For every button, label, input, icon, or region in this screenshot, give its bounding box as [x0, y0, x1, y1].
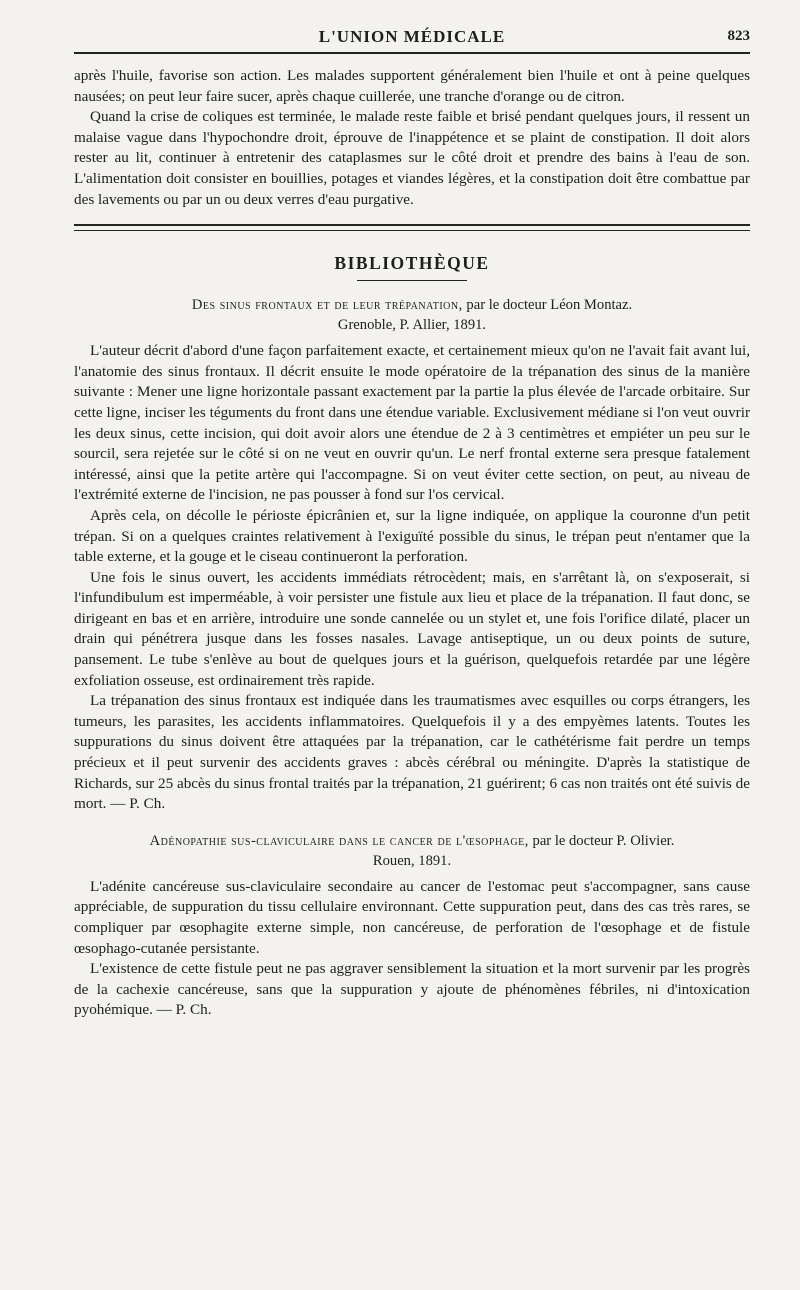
- title-underline: [357, 280, 467, 281]
- book-author: par le docteur P. Olivier.: [532, 832, 675, 849]
- paragraph: après l'huile, favorise son action. Les malades supportent généralement bien l'huile et ont à peine quelques nausées; on peut leur faire sucer, après chaque cuillerée, une tranche d'orange ou de citron.: [74, 67, 750, 105]
- paragraph: Une fois le sinus ouvert, les accidents immédiats rétrocèdent; mais, en s'arrêtant là, on s'exposerait, si l'infundibulum est imperméable, à voir persister une fistule aux lieu et place de la trépanation. Il faut donc, se dirigeant en bas et en arrière, introduire une sonde cannelée ou un stylet et, une fois l'orifice dilaté, placer un drain qui pénétrera jusque dans les fosses nasales. Lavage antiseptique, un ou deux points de suture, pansement. Le tube s'enlève au bout de quelques jours et la guérison, quelquefois retardée par une légère exfoliation osseuse, est ordinairement très rapide.: [74, 568, 750, 689]
- journal-title: L'UNION MÉDICALE: [318, 27, 506, 46]
- paragraph: L'auteur décrit d'abord d'une façon parfaitement exacte, et certainement mieux qu'on ne l'avait fait avant lui, l'anatomie des sinus frontaux. Il décrit ensuite le mode opératoire de la trépanation des sinus de la manière suivante : Mener une ligne horizontale passant exactement par la partie la plus élevée de l'arcade orbitaire. Sur cette ligne, inciser les téguments du front dans une étendue variable. Exclusivement médiane si l'on veut ouvrir les deux sinus, cette incision, qui doit avoir alors une étendue de 2 à 3 centimètres et empiéter un peu sur le sourcil, sera rejetée sur le côté si on ne veut en ouvrir qu'un. Le nerf frontal externe sera presque fatalement intéressé, ainsi que la petite artère qui l'accompagne. Si on veut éviter cette section, on peut, au niveau de l'extrémité externe de l'incision, ne pas pousser à fond sur l'os cervical.: [74, 342, 750, 504]
- book-publisher: Grenoble, P. Allier, 1891.: [337, 317, 487, 334]
- paragraph: Après cela, on décolle le périoste épicrânien et, sur la ligne indiquée, on applique la couronne d'un petit trépan. Si on a quelques craintes relativement à l'exiguïté possible du sinus, le trépan peut n'entamer que la table externe, et la gouge et le ciseau continueront la perforation.: [74, 506, 750, 566]
- running-head: [74, 22, 750, 54]
- page-number: 823: [727, 28, 750, 44]
- review-body: [74, 877, 750, 1021]
- book-title: Adénopathie sus-claviculaire dans le cancer de l'œsophage,: [149, 832, 529, 849]
- book-title: Des sinus frontaux et de leur trépanation,: [191, 297, 463, 314]
- continuation-text: [74, 66, 750, 210]
- review-body: [74, 341, 750, 815]
- paragraph: L'adénite cancéreuse sus-claviculaire secondaire au cancer de l'estomac peut s'accompagner, sans cause appréciable, de suppuration du tissu cellulaire environnant. Cette suppuration peut, dans des cas très rares, se compliquer par œsophagite externe simple, non cancéreuse, de perforation de l'œsophage et de fistule œsophago-cutanée persistante.: [74, 877, 750, 957]
- review-heading: [74, 831, 750, 871]
- section-separator: [74, 224, 750, 231]
- paragraph: La trépanation des sinus frontaux est indiquée dans les traumatismes avec esquilles ou corps étrangers, les tumeurs, les parasites, les accidents inflammatoires. Quelquefois il y a des empyèmes latents. Toutes les suppurations du sinus doivent être attaquées par la trépanation, car le cathétérisme fait perdre un temps précieux et il peut survenir des accidents graves : abcès cérébral ou méningite. D'après la statistique de Richards, sur 25 abcès du sinus frontal traités par la trépanation, 21 guérirent; 6 cas non traités ont été suivis de mort. — P. Ch.: [74, 692, 750, 813]
- section-title: BIBLIOTHÈQUE: [334, 253, 490, 274]
- paragraph: Quand la crise de coliques est terminée, le malade reste faible et brisé pendant quelques jours, il ressent un malaise vague dans l'hypochondre droit, éprouve de l'inappétence et se plaint de constipation. Il doit alors rester au lit, continuer à entretenir des cataplasmes sur le côté droit et prendre des bains à l'eau de son. L'alimentation doit consister en bouillies, potages et viandes légères, et la constipation doit être combattue par des lavements ou par un ou deux verres d'eau purgative.: [74, 108, 750, 208]
- paragraph: L'existence de cette fistule peut ne pas aggraver sensiblement la situation et la mort survenir par les progrès de la cachexie cancéreuse, sans que la suppuration y ajoute de phénomènes fébriles, ni d'intoxication pyohémique. — P. Ch.: [74, 960, 750, 1019]
- journal-page: [74, 22, 750, 1021]
- book-publisher: Rouen, 1891.: [372, 852, 452, 869]
- book-author: par le docteur Léon Montaz.: [466, 297, 633, 314]
- review-heading: [74, 295, 750, 335]
